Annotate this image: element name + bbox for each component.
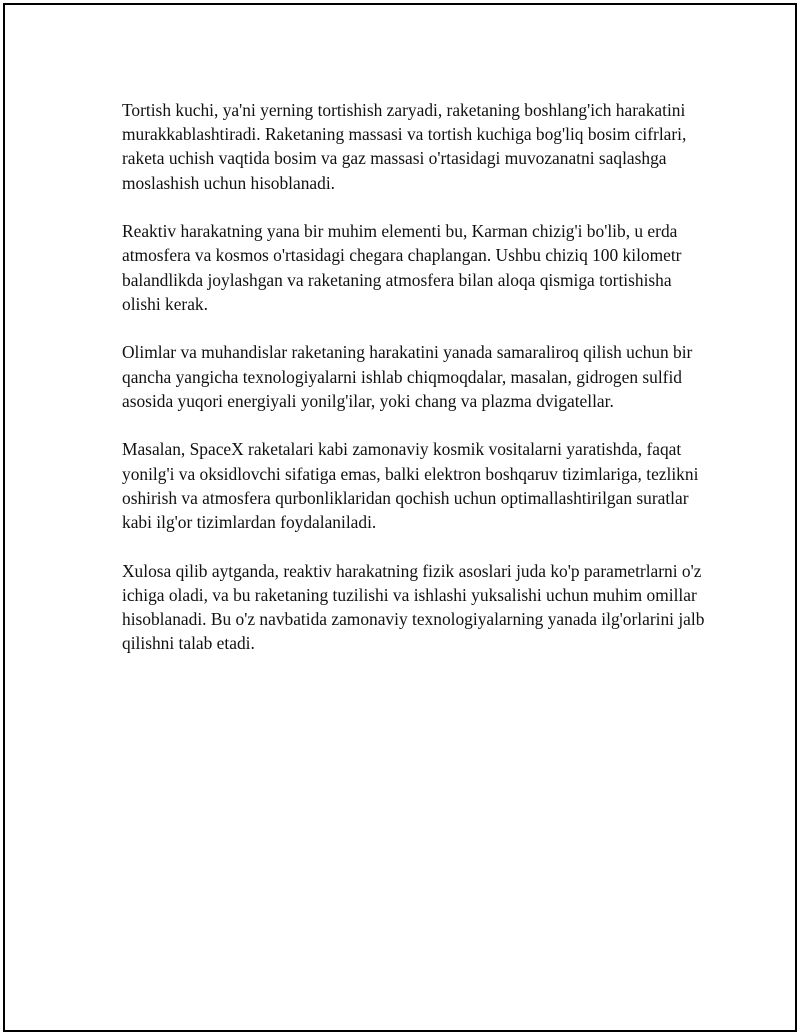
document-body (122, 98, 712, 680)
paragraph-4: Masalan, SpaceX raketalari kabi zamonaviy kosmik vositalarni yaratishda, faqat yonilg'i va oksidlovchi sifatiga emas, balki elektron boshqaruv tizimlariga, tezlikni oshirish va atmosfera qurbonliklaridan qochish uchun optimallashtirilgan suratlar kabi ilg'or tizimlardan foydalaniladi. (122, 439, 699, 533)
page-frame (3, 3, 797, 1032)
paragraph-5: Xulosa qilib aytganda, reaktiv harakatning fizik asoslari juda ko'p parametrlarni o'z ichiga oladi, va bu raketaning tuzilishi va ishlashi yuksalishi uchun muhim omillar hisoblanadi. Bu o'z navbatida zamonaviy texnologiyalarning yanada ilg'orlarini jalb qilishni talab etadi. (122, 560, 705, 654)
paragraph-1: Tortish kuchi, ya'ni yerning tortishish zaryadi, raketaning boshlang'ich harakatini murakkablashtiradi. Raketaning massasi va tortish kuchiga bog'liq bosim cifrlari, raketa uchish vaqtida bosim va gaz massasi o'rtasidagi muvozanatni saqlashga moslashish uchun hisoblanadi. (122, 100, 687, 193)
paragraph-2: Reaktiv harakatning yana bir muhim elementi bu, Karman chizig'i bo'lib, u erda atmosfera va kosmos o'rtasidagi chegara chaplangan. Ushbu chiziq 100 kilometr balandlikda joylashgan va raketaning atmosfera bilan aloqa qismiga tortishisha olishi kerak. (122, 221, 682, 314)
paragraph-3: Olimlar va muhandislar raketaning harakatini yanada samaraliroq qilish uchun bir qancha yangicha texnologiyalarni ishlab chiqmoqdalar, masalan, gidrogen sulfid asosida yuqori energiyali yonilg'ilar, yoki chang va plazma dvigatellar. (122, 342, 693, 411)
